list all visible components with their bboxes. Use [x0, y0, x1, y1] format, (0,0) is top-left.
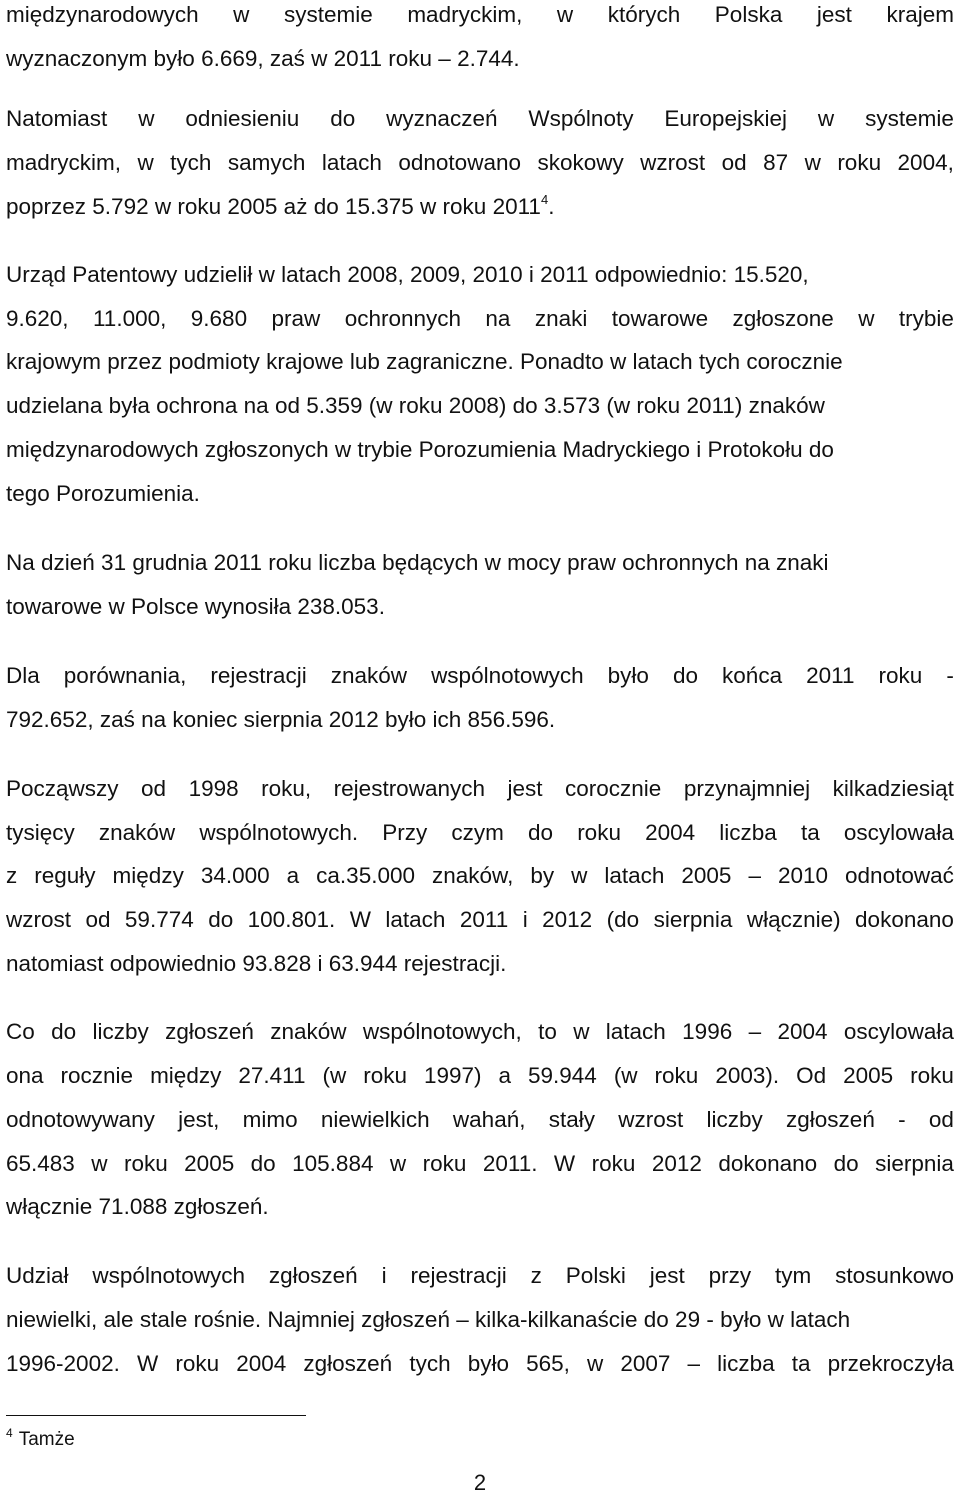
word: 2007: [620, 1351, 671, 1376]
word: Dla: [6, 663, 40, 688]
word: Co: [6, 1019, 35, 1044]
text-line: [6, 1061, 954, 1091]
text-line: [6, 949, 954, 979]
word: systemie: [283, 2, 373, 27]
word: dokonano: [855, 907, 954, 932]
word: końca: [722, 663, 783, 688]
line-text: udzielana była ochrona na od 5.359 (w roku 2008) do 3.573 (w roku 2011) znaków: [6, 393, 825, 418]
word: 1996: [682, 1019, 733, 1044]
word: 9.680: [190, 306, 248, 331]
line-text: włącznie 71.088 zgłoszeń.: [6, 1194, 269, 1219]
line-text: krajowym przez podmioty krajowe lub zagraniczne. Ponadto w latach tych corocznie: [6, 349, 843, 374]
word: wspólnotowych: [92, 1263, 245, 1288]
word: Udział: [6, 1263, 69, 1288]
word: liczba: [717, 1351, 775, 1376]
word: 27.411: [238, 1063, 306, 1088]
text-line: [6, 592, 954, 622]
word: liczby: [92, 1019, 149, 1044]
word: ona: [6, 1063, 44, 1088]
word: 2004: [236, 1351, 287, 1376]
word: rejestrowanych: [333, 776, 485, 801]
word: znaków: [270, 1019, 347, 1044]
word: między: [112, 863, 184, 888]
text-line: [6, 1149, 954, 1179]
word: było: [467, 1351, 509, 1376]
word: roku: [837, 150, 882, 175]
page-number: 2: [473, 1470, 487, 1495]
text-line: [6, 1349, 954, 1379]
word: roku: [422, 1151, 467, 1176]
footnote-mark: 4: [6, 1426, 13, 1440]
word: kilkadziesiąt: [832, 776, 954, 801]
word: tym: [775, 1263, 812, 1288]
text-line: [6, 1105, 954, 1135]
word: w: [138, 106, 155, 131]
word: w: [91, 1151, 108, 1176]
word: odnotowano: [398, 150, 521, 175]
text-line: [6, 479, 954, 509]
word: –: [687, 1351, 701, 1376]
word: skokowy: [537, 150, 624, 175]
text-line: [6, 1305, 954, 1335]
word: –: [748, 1019, 762, 1044]
word: porównania,: [63, 663, 187, 688]
footnote: [6, 1428, 75, 1452]
word: jest: [649, 1263, 685, 1288]
word: Począwszy: [6, 776, 119, 801]
word: 2011: [806, 663, 855, 688]
word: w: [858, 306, 875, 331]
word: międzynarodowych: [6, 2, 199, 27]
word: -: [898, 1107, 906, 1132]
word: roku: [654, 1063, 699, 1088]
word: przynajmniej: [683, 776, 811, 801]
word: ta: [791, 1351, 811, 1376]
word: roku: [910, 1063, 954, 1088]
word: do: [51, 1019, 77, 1044]
word: a: [286, 863, 300, 888]
word: corocznie: [565, 776, 662, 801]
footnote-separator: [6, 1415, 306, 1416]
word: na: [485, 306, 511, 331]
word: odniesieniu: [185, 106, 300, 131]
text-line: [6, 347, 954, 377]
word: przy: [708, 1263, 752, 1288]
text-line: [6, 905, 954, 935]
word: 2012: [651, 1151, 702, 1176]
word: stały: [548, 1107, 595, 1132]
word: odnotowywany: [6, 1107, 155, 1132]
word: do: [208, 907, 234, 932]
word: rejestracji: [210, 663, 307, 688]
word: znaków,: [432, 863, 514, 888]
word: 9.620,: [6, 306, 69, 331]
text-line: [6, 0, 954, 30]
word: 105.884: [292, 1151, 374, 1176]
word: liczby: [706, 1107, 763, 1132]
word: -: [946, 663, 954, 688]
word: systemie: [865, 106, 954, 131]
word: włącznie): [746, 907, 841, 932]
word: od: [85, 907, 111, 932]
word: znaki: [534, 306, 588, 331]
line-text: tego Porozumienia.: [6, 481, 200, 506]
line-suffix: .: [548, 194, 555, 219]
word: wahań,: [452, 1107, 526, 1132]
word: znaków: [330, 663, 408, 688]
word: 2004: [777, 1019, 828, 1044]
word: tych: [170, 150, 212, 175]
word: 2011: [459, 907, 509, 932]
word: z: [6, 863, 18, 888]
text-line: [6, 1017, 954, 1047]
word: reguły: [34, 863, 96, 888]
word: 2003).: [715, 1063, 780, 1088]
word: 2010: [777, 863, 829, 888]
word: wzrost: [640, 150, 706, 175]
word: latach: [321, 150, 382, 175]
word: roku: [175, 1351, 220, 1376]
word: sierpnia: [875, 1151, 954, 1176]
text-line: [6, 861, 954, 891]
word: jest,: [178, 1107, 220, 1132]
line-text: międzynarodowych zgłoszonych w trybie Porozumienia Madryckiego i Protokołu do: [6, 437, 834, 462]
line-text: towarowe w Polsce wynosiła 238.053.: [6, 594, 385, 619]
word: od: [141, 776, 167, 801]
word: Natomiast: [6, 106, 108, 131]
word: samych: [227, 150, 306, 175]
footnote-reference: 4: [540, 192, 549, 207]
text-line: [6, 705, 954, 735]
word: 2005: [681, 863, 732, 888]
word: rocznie: [60, 1063, 134, 1088]
text-line: [6, 192, 954, 222]
word: 2004,: [897, 150, 954, 175]
word: roku: [591, 1151, 636, 1176]
word: w: [556, 2, 574, 27]
line-text: natomiast odpowiednio 93.828 i 63.944 rejestracji.: [6, 951, 507, 976]
text-line: [6, 435, 954, 465]
word: 59.944: [528, 1063, 597, 1088]
word: wspólnotowych.: [199, 820, 359, 845]
word: (w: [613, 1063, 638, 1088]
word: odnotować: [845, 863, 954, 888]
word: do: [250, 1151, 276, 1176]
word: do: [833, 1151, 859, 1176]
word: niewielkich: [320, 1107, 430, 1132]
text-line: [6, 260, 954, 290]
word: madryckim,: [6, 150, 122, 175]
word: do: [528, 820, 554, 845]
word: a: [498, 1063, 512, 1088]
line-text: wyznaczonym było 6.669, zaś w 2011 roku – 2.744.: [6, 46, 520, 71]
word: liczba: [719, 820, 777, 845]
word: 59.774: [124, 907, 194, 932]
word: dokonano: [718, 1151, 818, 1176]
word: oscylowała: [843, 820, 954, 845]
text-line: [6, 391, 954, 421]
word: 565,: [526, 1351, 570, 1376]
word: mimo: [242, 1107, 298, 1132]
word: zgłoszeń: [165, 1019, 254, 1044]
word: w: [804, 150, 821, 175]
word: rejestracji: [410, 1263, 507, 1288]
word: jest: [507, 776, 543, 801]
word: stosunkowo: [835, 1263, 954, 1288]
word: roku: [123, 1151, 168, 1176]
line-text: 792.652, zaś na koniec sierpnia 2012 było ich 856.596.: [6, 707, 556, 732]
word: jest: [816, 2, 852, 27]
word: by: [530, 863, 555, 888]
text-line: [6, 661, 954, 691]
word: roku: [878, 663, 923, 688]
word: –: [748, 863, 761, 888]
word: od: [721, 150, 747, 175]
word: 65.483: [6, 1151, 75, 1176]
text-line: [6, 104, 954, 134]
word: Polski: [565, 1263, 626, 1288]
word: praw: [271, 306, 321, 331]
word: zgłoszeń: [303, 1351, 393, 1376]
word: 2011.: [482, 1151, 538, 1176]
text-line: [6, 1192, 954, 1222]
word: 87: [763, 150, 789, 175]
word: 1996-2002.: [6, 1351, 120, 1376]
text-line: [6, 1261, 954, 1291]
word: 1998: [188, 776, 239, 801]
word: tych: [409, 1351, 451, 1376]
word: madryckim,: [407, 2, 523, 27]
word: wspólnotowych,: [362, 1019, 522, 1044]
word: z: [530, 1263, 542, 1288]
word: W: [136, 1351, 159, 1376]
word: wspólnotowych: [431, 663, 584, 688]
word: Wspólnoty: [528, 106, 634, 131]
word: było: [607, 663, 649, 688]
word: roku: [363, 1063, 407, 1088]
word: między: [150, 1063, 222, 1088]
word: w: [817, 106, 835, 131]
word: trybie: [898, 306, 954, 331]
word: sierpnia: [653, 907, 733, 932]
word: (do: [606, 907, 640, 932]
word: do: [330, 106, 356, 131]
word: zgłoszone: [732, 306, 834, 331]
word: Europejskiej: [664, 106, 787, 131]
word: wyznaczeń: [386, 106, 498, 131]
footnote-text: Tamże: [18, 1429, 75, 1450]
word: przekroczyła: [827, 1351, 954, 1376]
word: 34.000: [200, 863, 270, 888]
word: ochronnych: [344, 306, 462, 331]
text-line: [6, 44, 954, 74]
word: w: [571, 863, 588, 888]
word: 1997): [423, 1063, 482, 1088]
word: latach: [604, 863, 665, 888]
word: w: [389, 1151, 407, 1176]
word: i: [522, 907, 528, 932]
word: to: [538, 1019, 557, 1044]
word: Przy: [382, 820, 428, 845]
word: 2005: [843, 1063, 894, 1088]
text-line: [6, 774, 954, 804]
word: 2012: [542, 907, 593, 932]
word: znaków: [98, 820, 176, 845]
word: oscylowała: [843, 1019, 954, 1044]
text-line: [6, 148, 954, 178]
text-line: [6, 304, 954, 334]
line-text: Urząd Patentowy udzielił w latach 2008, 2009, 2010 i 2011 odpowiednio: 15.520,: [6, 262, 809, 287]
word: w: [573, 1019, 590, 1044]
word: latach: [385, 907, 446, 932]
word: wzrost: [618, 1107, 684, 1132]
word: krajem: [886, 2, 954, 27]
text-line: [6, 548, 954, 578]
word: zgłoszeń: [268, 1263, 358, 1288]
word: towarowe: [611, 306, 709, 331]
word: w: [233, 2, 250, 27]
word: Polska: [714, 2, 783, 27]
line-text: niewielki, ale stale rośnie. Najmniej zgłoszeń – kilka-kilkanaście do 29 - było w latach: [6, 1307, 851, 1332]
word: (w: [322, 1063, 347, 1088]
word: 2004: [645, 820, 696, 845]
text-line: [6, 818, 954, 848]
line-text: poprzez 5.792 w roku 2005 aż do 15.375 w roku 2011: [6, 194, 541, 219]
word: W: [553, 1151, 576, 1176]
word: w: [137, 150, 154, 175]
word: ta: [800, 820, 820, 845]
word: 11.000,: [92, 306, 167, 331]
word: czym: [451, 820, 504, 845]
word: latach: [605, 1019, 666, 1044]
word: 100.801.: [247, 907, 336, 932]
word: od: [928, 1107, 954, 1132]
word: Od: [796, 1063, 827, 1088]
word: w: [586, 1351, 604, 1376]
word: roku: [577, 820, 621, 845]
word: tysięcy: [6, 820, 75, 845]
word: ca.35.000: [316, 863, 416, 888]
word: W: [349, 907, 371, 932]
word: których: [607, 2, 681, 27]
word: wzrost: [6, 907, 72, 932]
word: roku,: [261, 776, 312, 801]
word: 2005: [184, 1151, 235, 1176]
word: zgłoszeń: [786, 1107, 875, 1132]
line-text: Na dzień 31 grudnia 2011 roku liczba będących w mocy praw ochronnych na znaki: [6, 550, 829, 575]
word: i: [381, 1263, 387, 1288]
word: do: [672, 663, 699, 688]
